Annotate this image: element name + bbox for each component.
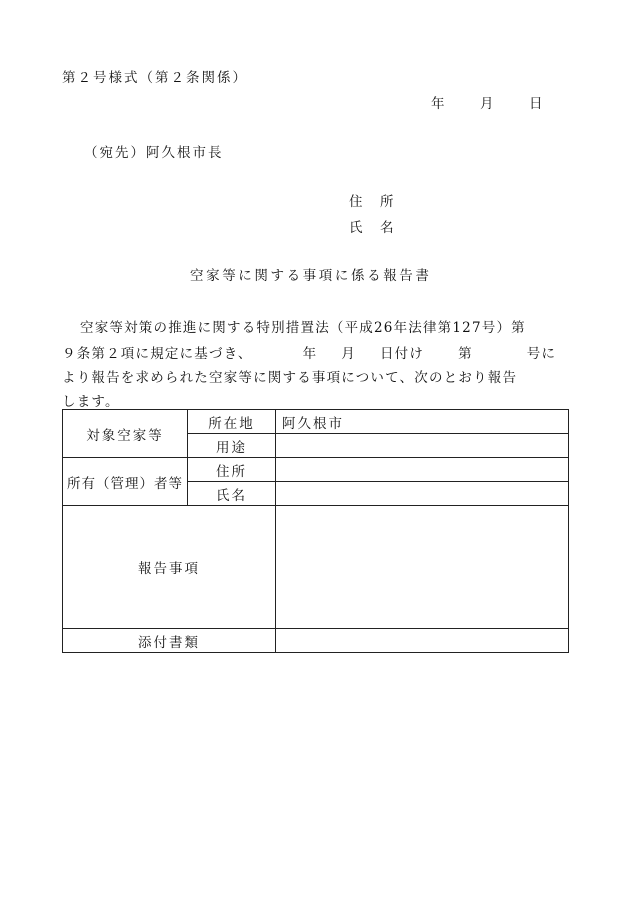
body-line-2-no: 第 <box>458 346 473 362</box>
date-day-label: 日 <box>529 96 543 112</box>
target-property-label: 対象空家等 <box>63 410 188 458</box>
date-year-label: 年 <box>431 96 445 112</box>
body-line-2-start: ９条第２項に規定に基づき、 <box>62 346 253 362</box>
body-line-4: します。 <box>62 394 120 410</box>
applicant-address-label: 住 所 <box>349 194 396 210</box>
owner-address-value[interactable] <box>276 458 569 482</box>
owner-address-label: 住所 <box>188 458 276 482</box>
location-label: 所在地 <box>188 410 276 434</box>
addressee: （宛先）阿久根市長 <box>84 145 224 161</box>
owner-name-label: 氏名 <box>188 482 276 506</box>
owner-label: 所有（管理）者等 <box>63 458 188 506</box>
owner-name-value[interactable] <box>276 482 569 506</box>
body-line-2-month: 月 <box>341 346 356 362</box>
body-line-2 <box>62 342 567 362</box>
body-line-1: 空家等対策の推進に関する特別措置法（平成26年法律第127号）第 <box>80 320 526 336</box>
attachments-value[interactable] <box>276 629 569 653</box>
body-line-3: より報告を求められた空家等に関する事項について、次のとおり報告 <box>62 370 518 386</box>
body-line-2-go: 号に <box>526 346 557 362</box>
report-items-value[interactable] <box>276 506 569 629</box>
report-items-label: 報告事項 <box>63 506 276 629</box>
body-line-2-year: 年 <box>302 346 318 362</box>
usage-value[interactable] <box>276 434 569 458</box>
usage-label: 用途 <box>188 434 276 458</box>
location-value[interactable]: 阿久根市 <box>276 410 569 434</box>
body-line-2-day: 日付け <box>379 346 425 362</box>
attachments-label: 添付書類 <box>63 629 276 653</box>
report-table <box>62 409 569 653</box>
date-month-label: 月 <box>480 96 494 112</box>
document-title: 空家等に関する事項に係る報告書 <box>190 268 432 284</box>
form-number: 第２号様式（第２条関係） <box>62 70 248 86</box>
applicant-name-label: 氏 名 <box>349 220 396 236</box>
